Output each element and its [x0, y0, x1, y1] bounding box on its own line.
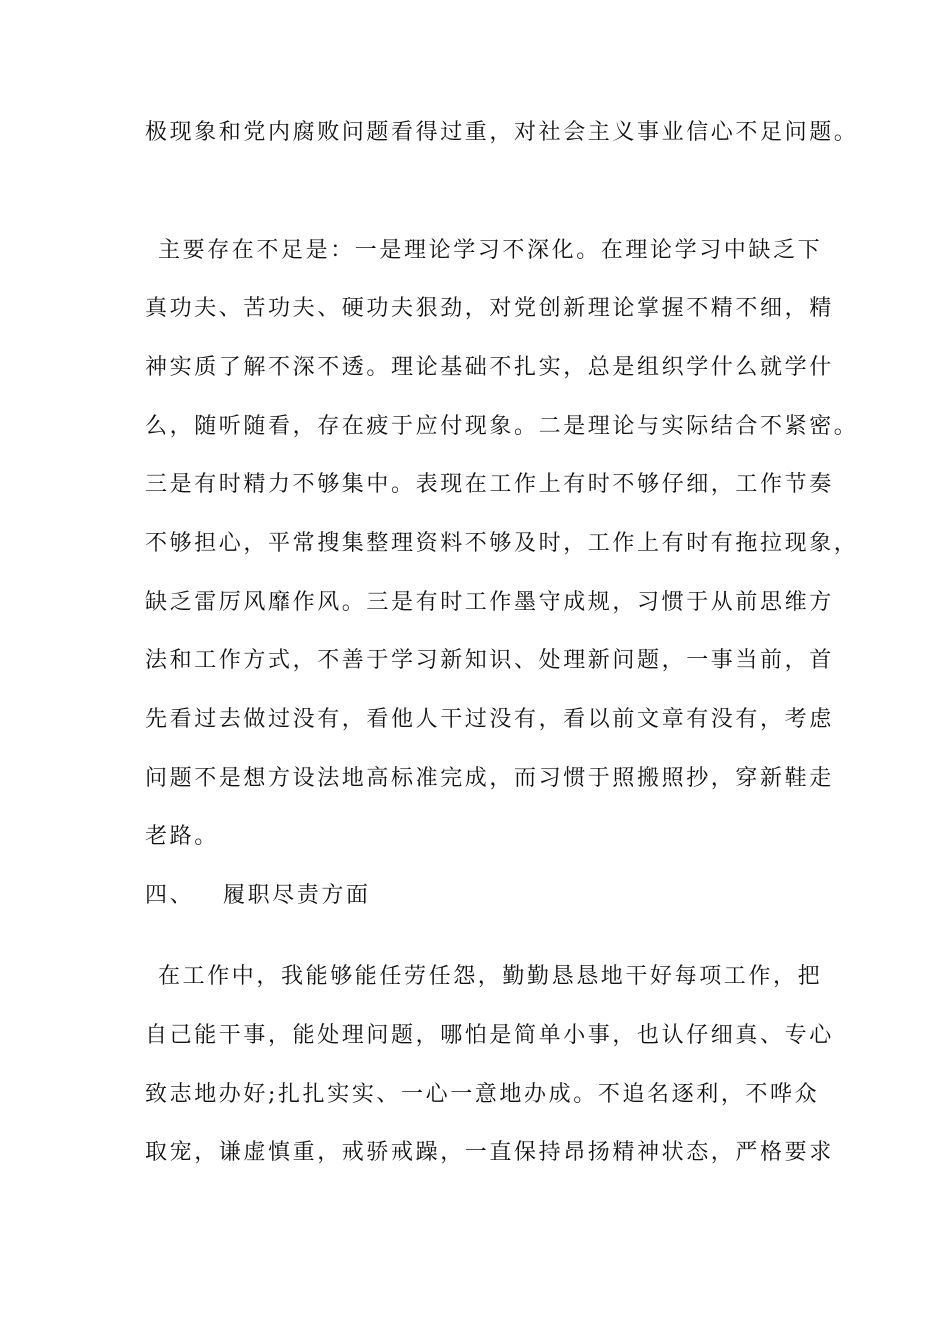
paragraph-line-12: 老路。	[145, 824, 219, 849]
paragraph-line-9: 法和工作方式，不善于学习新知识、处理新问题，一事当前，首	[145, 648, 834, 673]
paragraph-line-4: 神实质了解不深不透。理论基础不扎实，总是组织学什么就学什	[145, 355, 834, 380]
paragraph-line-16: 取宠，谦虚慎重，戒骄戒躁，一直保持昂扬精神状态，严格要求	[145, 1140, 834, 1165]
paragraph-line-1: 极现象和党内腐败问题看得过重，对社会主义事业信心不足问题。	[145, 120, 859, 145]
section-heading: 四、 履职尽责方面	[145, 883, 371, 908]
paragraph-line-8: 缺乏雷厉风靡作风。三是有时工作墨守成规，习惯于从前思维方	[145, 590, 834, 615]
paragraph-line-3: 真功夫、苦功夫、硬功夫狠劲，对党创新理论掌握不精不细，精	[145, 296, 834, 321]
paragraph-line-2: 主要存在不足是：一是理论学习不深化。在理论学习中缺乏下	[158, 238, 823, 263]
paragraph-line-11: 问题不是想方设法地高标准完成，而习惯于照搬照抄，穿新鞋走	[145, 766, 834, 791]
paragraph-line-5: 么，随听随看，存在疲于应付现象。二是理论与实际结合不紧密。	[145, 414, 859, 439]
paragraph-line-6: 三是有时精力不够集中。表现在工作上有时不够仔细，工作节奏	[145, 472, 834, 497]
paragraph-line-14: 自己能干事，能处理问题，哪怕是简单小事，也认仔细真、专心	[145, 1023, 834, 1048]
paragraph-line-15: 致志地办好;扎扎实实、一心一意地办成。不追名逐利，不哗众	[145, 1082, 820, 1107]
paragraph-line-13: 在工作中，我能够能任劳任怨，勤勤恳恳地干好每项工作，把	[158, 964, 823, 989]
paragraph-line-10: 先看过去做过没有，看他人干过没有，看以前文章有没有，考虑	[145, 707, 834, 732]
paragraph-line-7: 不够担心，平常搜集整理资料不够及时，工作上有时有拖拉现象，	[145, 531, 859, 556]
